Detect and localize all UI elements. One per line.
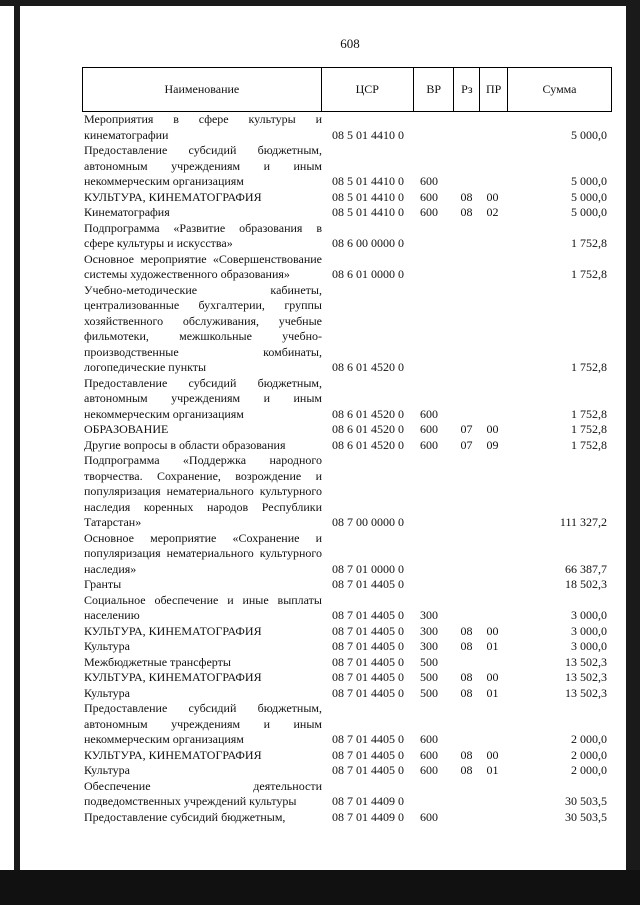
cell-sum: 3 000,0: [571, 608, 607, 622]
table-row: [82, 670, 612, 686]
table-row: [82, 701, 612, 748]
cell-name: ОБРАЗОВАНИЕ: [84, 422, 169, 436]
cell-sum: 18 502,3: [565, 577, 607, 591]
cell-name: Культура: [84, 639, 130, 653]
cell-csr: 08 7 01 4405 0: [332, 623, 404, 638]
cell-sum: 2 000,0: [571, 747, 607, 762]
table-row: [82, 748, 612, 764]
cell-vr: 600: [420, 205, 438, 219]
cell-vr: 500: [420, 654, 438, 669]
cell-name: Подпрограмма «Развитие образования в сфере культуры и искусства»: [84, 220, 322, 250]
cell-name: Культура: [84, 685, 130, 700]
cell-sum: 5 000,0: [571, 189, 607, 204]
header-csr: ЦСР: [322, 68, 414, 111]
cell-vr: 600: [420, 747, 438, 762]
cell-csr: 08 7 01 4405 0: [332, 670, 404, 684]
cell-name: Предоставление субсидий бюджетным, автономным учреждениям и иным некоммерческим организациям: [84, 701, 322, 746]
cell-vr: 300: [420, 608, 438, 622]
cell-pr: 01: [486, 685, 499, 700]
cell-vr: 300: [420, 623, 438, 638]
cell-csr: 08 7 01 4405 0: [332, 654, 404, 669]
table-row: [82, 810, 612, 826]
cell-csr: 08 7 01 4405 0: [332, 685, 404, 700]
table-body: [82, 112, 612, 825]
cell-pr: 01: [486, 763, 499, 777]
cell-csr: 08 7 01 4405 0: [332, 608, 404, 622]
cell-rz: 08: [460, 189, 473, 204]
table-row: [82, 624, 612, 640]
table-row: [82, 376, 612, 423]
cell-name: КУЛЬТУРА, КИНЕМАТОГРАФИЯ: [84, 623, 262, 638]
cell-sum: 5 000,0: [571, 205, 607, 219]
cell-pr: 02: [486, 205, 499, 219]
cell-csr: 08 5 01 4410 0: [332, 189, 404, 204]
cell-csr: 08 7 01 4409 0: [332, 809, 404, 824]
cell-csr: 08 7 01 4405 0: [332, 747, 404, 762]
cell-csr: 08 7 00 0000 0: [332, 515, 404, 529]
cell-csr: 08 6 00 0000 0: [332, 236, 404, 250]
scan-edge-top: [0, 0, 640, 6]
budget-table: [82, 67, 612, 825]
cell-sum: 3 000,0: [571, 623, 607, 638]
cell-vr: 600: [420, 809, 438, 824]
scan-edge-right: [626, 0, 640, 905]
cell-sum: 13 502,3: [565, 654, 607, 669]
cell-csr: 08 6 01 4520 0: [332, 406, 404, 421]
header-name: Наименование: [83, 68, 322, 111]
cell-name: Социальное обеспечение и иные выплаты населению: [84, 592, 322, 622]
cell-name: Предоставление субсидий бюджетным, автономным учреждениям и иным некоммерческим организациям: [84, 375, 322, 421]
cell-name: Культура: [84, 763, 130, 777]
cell-vr: 600: [420, 437, 438, 452]
table-row: [82, 422, 612, 438]
table-row: [82, 283, 612, 376]
table-row: [82, 112, 612, 143]
cell-vr: 600: [420, 763, 438, 777]
cell-name: Подпрограмма «Поддержка народного творчества. Сохранение, возрождение и популяризация нематериального культурного наследия коренных народов Республики Татарстан»: [84, 453, 322, 529]
table-row: [82, 686, 612, 702]
cell-sum: 2 000,0: [571, 763, 607, 777]
cell-csr: 08 7 01 4405 0: [332, 732, 404, 746]
cell-vr: 600: [420, 406, 438, 421]
table-row: [82, 190, 612, 206]
cell-rz: 08: [460, 670, 473, 684]
cell-sum: 111 327,2: [559, 515, 607, 529]
table-row: [82, 577, 612, 593]
table-row: [82, 453, 612, 531]
cell-vr: 500: [420, 685, 438, 700]
table-row: [82, 143, 612, 190]
cell-vr: 600: [420, 189, 438, 204]
table-header: [82, 67, 612, 112]
cell-sum: 13 502,3: [565, 685, 607, 700]
cell-csr: 08 7 01 4405 0: [332, 639, 404, 653]
scan-edge-left: [14, 0, 20, 905]
table-row: [82, 655, 612, 671]
scan-edge-bottom: [0, 870, 640, 905]
cell-name: Предоставление субсидий бюджетным, автономным учреждениям и иным некоммерческим организациям: [84, 143, 322, 188]
cell-vr: 600: [420, 732, 438, 746]
cell-name: Предоставление субсидий бюджетным,: [84, 809, 286, 824]
table-row: [82, 779, 612, 810]
cell-sum: 1 752,8: [571, 267, 607, 281]
cell-name: КУЛЬТУРА, КИНЕМАТОГРАФИЯ: [84, 670, 262, 684]
cell-pr: 00: [486, 422, 499, 436]
cell-sum: 1 752,8: [571, 406, 607, 421]
table-row: [82, 763, 612, 779]
cell-sum: 66 387,7: [565, 561, 607, 576]
cell-name: Основное мероприятие «Сохранение и популяризация нематериального культурного наследия»: [84, 530, 322, 576]
cell-rz: 08: [460, 747, 473, 762]
cell-rz: 08: [460, 685, 473, 700]
cell-csr: 08 6 01 0000 0: [332, 267, 404, 281]
cell-name: Другие вопросы в области образования: [84, 437, 286, 452]
cell-sum: 1 752,8: [571, 437, 607, 452]
cell-csr: 08 5 01 4410 0: [332, 174, 404, 188]
cell-pr: 00: [486, 670, 499, 684]
cell-name: КУЛЬТУРА, КИНЕМАТОГРАФИЯ: [84, 189, 262, 204]
cell-csr: 08 7 01 4405 0: [332, 577, 404, 591]
cell-name: КУЛЬТУРА, КИНЕМАТОГРАФИЯ: [84, 747, 262, 762]
cell-rz: 08: [460, 205, 473, 219]
table-row: [82, 252, 612, 283]
cell-name: Гранты: [84, 577, 122, 591]
cell-vr: 600: [420, 422, 438, 436]
cell-vr: 600: [420, 174, 438, 188]
cell-rz: 08: [460, 639, 473, 653]
header-rz: Рз: [454, 68, 480, 111]
cell-vr: 300: [420, 639, 438, 653]
cell-sum: 1 752,8: [571, 236, 607, 250]
cell-csr: 08 5 01 4410 0: [332, 205, 404, 219]
cell-sum: 2 000,0: [571, 732, 607, 746]
table-row: [82, 639, 612, 655]
cell-name: Учебно-методические кабинеты, централизованные бухгалтерии, группы хозяйственного обслуживания, учебные фильмотеки, межшкольные учебно-производственные комбинаты, логопедические пункты: [84, 282, 322, 374]
cell-pr: 09: [486, 437, 499, 452]
cell-name: Мероприятия в сфере культуры и кинематографии: [84, 112, 322, 142]
cell-vr: 500: [420, 670, 438, 684]
cell-pr: 00: [486, 189, 499, 204]
cell-csr: 08 5 01 4410 0: [332, 127, 404, 142]
cell-rz: 07: [460, 422, 473, 436]
cell-sum: 1 752,8: [571, 422, 607, 436]
cell-sum: 5 000,0: [571, 174, 607, 188]
cell-sum: 1 752,8: [571, 360, 607, 374]
cell-sum: 3 000,0: [571, 639, 607, 653]
table-row: [82, 531, 612, 578]
cell-csr: 08 7 01 4405 0: [332, 763, 404, 777]
table-row: [82, 205, 612, 221]
cell-sum: 30 503,5: [565, 809, 607, 824]
cell-csr: 08 6 01 4520 0: [332, 437, 404, 452]
cell-sum: 30 503,5: [565, 794, 607, 808]
cell-rz: 07: [460, 437, 473, 452]
cell-csr: 08 6 01 4520 0: [332, 360, 404, 374]
cell-sum: 5 000,0: [571, 127, 607, 142]
header-vr: ВР: [414, 68, 455, 111]
cell-rz: 08: [460, 623, 473, 638]
table-row: [82, 438, 612, 454]
cell-name: Межбюджетные трансферты: [84, 654, 231, 669]
page-number: 608: [340, 36, 360, 51]
cell-name: Основное мероприятие «Совершенствование системы художественного образования»: [84, 251, 322, 281]
cell-name: Кинематография: [84, 205, 170, 219]
cell-pr: 00: [486, 747, 499, 762]
cell-pr: 01: [486, 639, 499, 653]
cell-sum: 13 502,3: [565, 670, 607, 684]
table-row: [82, 221, 612, 252]
cell-rz: 08: [460, 763, 473, 777]
cell-pr: 00: [486, 623, 499, 638]
cell-csr: 08 6 01 4520 0: [332, 422, 404, 436]
header-pr: ПР: [480, 68, 508, 111]
cell-name: Обеспечение деятельности подведомственных учреждений культуры: [84, 778, 322, 808]
cell-csr: 08 7 01 4409 0: [332, 794, 404, 808]
table-row: [82, 593, 612, 624]
header-sum: Сумма: [542, 82, 577, 96]
cell-csr: 08 7 01 0000 0: [332, 561, 404, 576]
